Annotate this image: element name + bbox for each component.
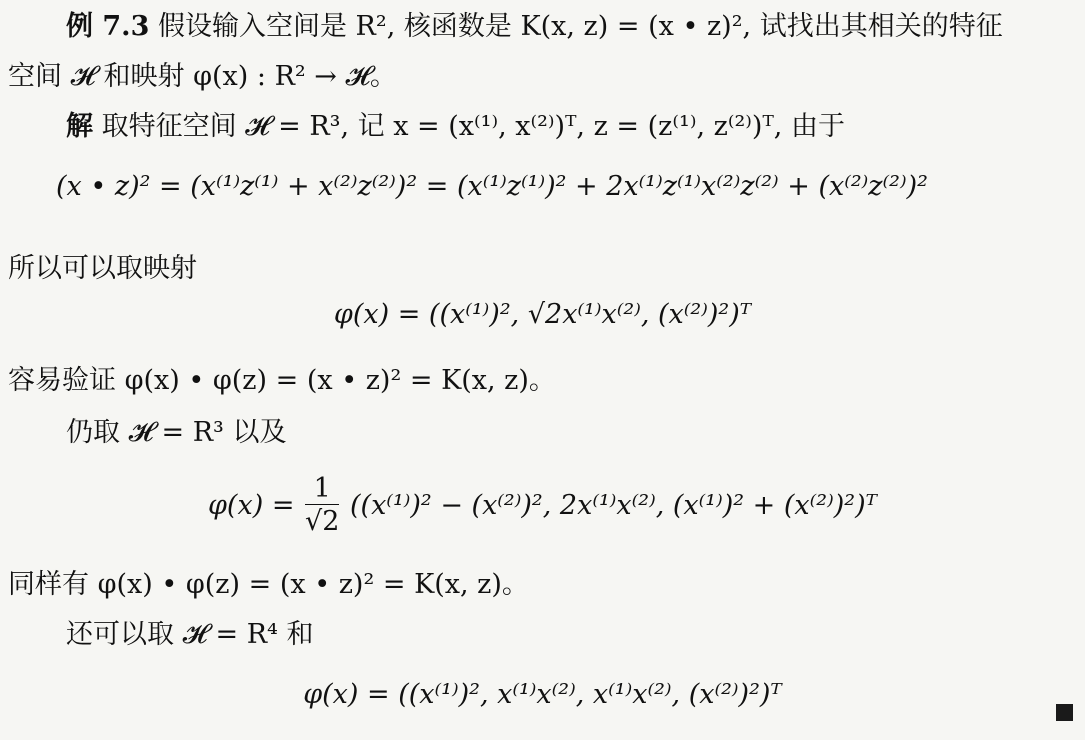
equation-mapping-r4-text: φ(x) = ((x⁽¹⁾)², x⁽¹⁾x⁽²⁾, x⁽¹⁾x⁽²⁾, (x⁽²⁾)²)ᵀ bbox=[303, 679, 782, 710]
example-statement-line-1 bbox=[66, 8, 1085, 46]
fraction-numerator: 1 bbox=[305, 474, 339, 505]
equation-mapping-r4 bbox=[0, 676, 1085, 714]
example-statement-b: 空间 𝓗 和映射 φ(x) : R² → 𝓗。 bbox=[8, 61, 397, 92]
solution-label: 解 bbox=[66, 111, 93, 142]
qed-square-icon bbox=[1056, 704, 1073, 721]
example-statement-a: 假设输入空间是 R², 核函数是 K(x, z) = (x • z)², 试找出其相关的特征 bbox=[157, 11, 1003, 42]
solution-intro-line bbox=[66, 108, 1085, 146]
equation-alt-prefix: φ(x) = bbox=[208, 490, 295, 521]
example-statement-line-2 bbox=[8, 58, 1085, 96]
mapping-intro-text: 所以可以取映射 bbox=[8, 253, 197, 284]
verify-text-2: 同样有 φ(x) • φ(z) = (x • z)² = K(x, z)。 bbox=[8, 569, 529, 600]
equation-expansion-text: (x • z)² = (x⁽¹⁾z⁽¹⁾ + x⁽²⁾z⁽²⁾)² = (x⁽¹⁾z⁽¹⁾)² + 2x⁽¹⁾z⁽¹⁾x⁽²⁾z⁽²⁾ + (x⁽²⁾z⁽²⁾)² bbox=[56, 171, 928, 202]
alt-mapping-intro-text: 仍取 𝓗 = R³ 以及 bbox=[66, 417, 287, 448]
equation-mapping-r3-text: φ(x) = ((x⁽¹⁾)², √2x⁽¹⁾x⁽²⁾, (x⁽²⁾)²)ᵀ bbox=[333, 299, 752, 330]
r4-intro-line bbox=[66, 616, 1085, 654]
example-label: 例 7.3 bbox=[66, 11, 150, 42]
equation-alt-fraction bbox=[305, 474, 339, 539]
verify-line-1 bbox=[8, 362, 1085, 400]
verify-text-1: 容易验证 φ(x) • φ(z) = (x • z)² = K(x, z)。 bbox=[8, 365, 556, 396]
equation-expansion bbox=[56, 168, 1085, 206]
r4-intro-text: 还可以取 𝓗 = R⁴ 和 bbox=[66, 619, 314, 650]
verify-line-2 bbox=[8, 566, 1085, 604]
solution-intro: 取特征空间 𝓗 = R³, 记 x = (x⁽¹⁾, x⁽²⁾)ᵀ, z = (z⁽¹⁾, z⁽²⁾)ᵀ, 由于 bbox=[101, 111, 845, 142]
equation-mapping-r3 bbox=[0, 296, 1085, 334]
equation-alt-rest: ((x⁽¹⁾)² − (x⁽²⁾)², 2x⁽¹⁾x⁽²⁾, (x⁽¹⁾)² + (x⁽²⁾)²)ᵀ bbox=[350, 490, 877, 521]
equation-mapping-r3-alt bbox=[0, 474, 1085, 539]
mapping-intro-line bbox=[8, 250, 1085, 288]
fraction-denominator: √2 bbox=[305, 506, 340, 537]
alt-mapping-intro-line bbox=[66, 414, 1085, 452]
